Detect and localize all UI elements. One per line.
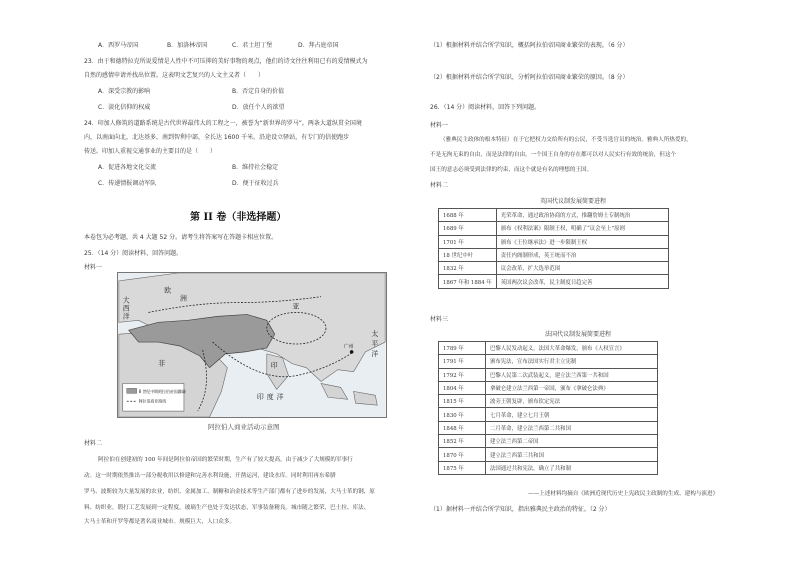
table-france <box>438 341 658 475</box>
table-cell-year: 1689 年 <box>439 222 497 235</box>
map-label-ping: 平 <box>371 339 379 348</box>
table-cell-event: 颁布《权利法案》限制王权，明确了“议会至上”原则 <box>496 222 668 235</box>
map-label-fei: 非 <box>158 359 166 368</box>
material-r3-source: ——上述材料均摘自《欧洲近现代历史上宪政民主政制的生成、建构与演进》 <box>528 491 719 497</box>
material-2-line-5: 大马士革和开罗等都是著名商业城市。规模巨大，人口众多。 <box>84 519 236 525</box>
table-cell-year: 1875 年 <box>439 461 486 474</box>
table-cell-year: 1830 年 <box>439 408 486 421</box>
map-city-guangzhou <box>350 350 354 354</box>
table-cell-event: 颁布宪法，宣布法国实行君主立宪制 <box>486 355 658 368</box>
q22-option-b: B．加洛林帝国 <box>167 42 208 49</box>
map-caption: 阿拉伯人商业活动示意图 <box>208 423 280 431</box>
q24-stem-line-3: 传送。印加人重视交通事业的主要目的是（ ） <box>84 148 217 155</box>
map-label-yin-2: 印 <box>270 361 278 370</box>
table-row <box>439 368 658 381</box>
map-legend-empire: 8 世纪中期阿拉伯帝国疆域 <box>138 388 186 394</box>
map-label-yang-2: 洋 <box>276 393 284 402</box>
table-england <box>438 208 669 289</box>
q22-option-c: C．君士坦丁堡 <box>232 42 273 49</box>
table-cell-event: 建立法兰西第三共和国 <box>486 448 658 461</box>
material-r1-line-2: 不是无拘无束的自由，而是法律的自由。一个国王自身的存在都可以对人民实行有效的统治，但这个 <box>430 152 677 158</box>
arab-trade-map <box>117 272 387 418</box>
table-row <box>439 209 669 222</box>
q26-title: 26．（14 分）阅读材料，回答下列问题。 <box>430 104 541 111</box>
q23-option-d: D．放任个人的欲望 <box>232 104 285 111</box>
q25-sub-2: （2）根据材料并结合所学知识，分析阿拉伯帝国商业繁荣的原因。（8 分） <box>430 74 629 81</box>
table-row <box>439 235 669 248</box>
table-row <box>439 448 658 461</box>
q22-option-d: D．拜占庭帝国 <box>298 42 339 49</box>
material-r1-line-1: （雅典民主政体的根本特征）在于它把权力交给所有的公民，不受当选官员的统治。雅典人所热爱的， <box>440 137 692 143</box>
table-row <box>439 342 658 355</box>
table-cell-event: 波旁王朝复辟，颁布钦定宪法 <box>486 395 658 408</box>
section-2-note: 本卷包为必考题，共 4 大题 52 分。请考生将答案写在答题卡相应位置。 <box>84 234 278 241</box>
map-label-ou: 欧 <box>164 286 172 295</box>
table-cell-year: 1867 年和 1884 年 <box>439 275 497 288</box>
material-2-line-1: 阿拉伯在创建初的 100 年间是阿拉伯帝国的繁荣时期，生产有了较大提高。由于减少了大规模的军事行 <box>98 457 353 463</box>
table-cell-year: 1791 年 <box>439 355 486 368</box>
q24-option-d: D．便于征收过兵 <box>232 180 279 187</box>
material-r2-label: 材料二 <box>430 182 449 189</box>
q25-sub-1: （1）根据材料并结合所学知识，概括阿拉伯帝国商业繁荣的表现。（6 分） <box>430 42 629 49</box>
q23-stem-line-1: 23．由于和德特拉克所说爱情是人性中不可压抑的美好事物的观点，他们的诗文往往利用已有的爱情模式为 <box>84 58 368 65</box>
table-row <box>439 421 658 434</box>
q22-option-a: A．西罗马帝国 <box>98 42 139 49</box>
table-cell-year: 1792 年 <box>439 368 486 381</box>
table-row <box>439 461 658 474</box>
map-label-yang: 洋 <box>122 312 130 321</box>
table-row <box>439 275 669 288</box>
table-cell-event: 二月革命，建立法兰西第二共和国 <box>486 421 658 434</box>
table-cell-year: 1870 年 <box>439 448 486 461</box>
table-cell-year: 1815 年 <box>439 395 486 408</box>
table-england-title: 英国代议制发展简要进程 <box>540 198 607 205</box>
q24-option-c: C．传递情报调动军队 <box>98 180 157 187</box>
map-label-zhou: 洲 <box>180 294 187 303</box>
material-r3-label: 材料三 <box>430 316 449 323</box>
material-2-line-4: 料、纺织业，锻打工艺发展到一定程度，玻璃生产也处于发达状态，军事装备精良。城市随之繁荣，巴士拉、库法、 <box>84 505 370 511</box>
table-cell-year: 1804 年 <box>439 381 486 394</box>
map-label-du: 度 <box>266 393 274 402</box>
table-row <box>439 395 658 408</box>
table-cell-year: 1701 年 <box>439 235 497 248</box>
table-row <box>439 355 658 368</box>
table-row <box>439 381 658 394</box>
table-france-title: 法国代议制发展简要进程 <box>545 331 612 338</box>
table-cell-event: 巴黎人民第二次武装起义，建立法兰西第一共和国 <box>486 368 658 381</box>
table-cell-year: 1848 年 <box>439 421 486 434</box>
material-1-label: 材料一 <box>84 264 103 271</box>
q24-stem-line-1: 24．印加人修筑的道路系统是古代世界最伟大的工程之一，被誉为“新世界的罗马”。两条大道纵贯全国境 <box>84 120 362 127</box>
map-legend <box>123 383 186 411</box>
table-cell-event: 光荣革命，通过政治协商的方式，推翻詹姆士专制统治 <box>496 209 668 222</box>
map-label-tai: 太 <box>371 330 379 339</box>
table-cell-year: 1832 年 <box>439 262 497 275</box>
map-label-xi: 西 <box>122 304 130 313</box>
table-cell-event: 颁布《王位继承法》进一步限制王权 <box>496 235 668 248</box>
table-cell-event: 七月革命，建立七月王朝 <box>486 408 658 421</box>
q23-option-c: C．淡化信仰的权威 <box>98 104 151 111</box>
table-row <box>439 222 669 235</box>
table-cell-event: 法国通过共和宪法，确立了共和制 <box>486 461 658 474</box>
q23-stem-line-2: 自然的感情申请并找出位置。这表明文艺复兴的人文主义者（ ） <box>84 72 265 79</box>
q24-stem-line-2: 内，以南面向北，北达基多，南到智利中部，全长达 1600 千米。沿途设立驿站，有专门的信使跑步 <box>84 134 350 141</box>
map-label-ya: 亚 <box>292 302 300 311</box>
q23-option-b: B．否定自身的价值 <box>232 88 285 95</box>
map-label-da: 大 <box>122 296 130 305</box>
table-row <box>439 408 658 421</box>
table-row <box>439 435 658 448</box>
table-cell-year: 1789 年 <box>439 342 486 355</box>
table-cell-event: 责任内阁制形成，英王统而不治 <box>496 248 668 261</box>
q25-title: 25．（14 分）阅读材料，回答问题。 <box>84 250 183 257</box>
table-cell-year: 1852 年 <box>439 435 486 448</box>
table-cell-year: 18 世纪中叶 <box>439 248 497 261</box>
material-2-line-2: 动。这一时期依然推出一部分税收用以修建和完善水利设施，开凿运河，建设水库。同时利用再东希腊 <box>84 473 336 479</box>
map-label-guangzhou: 广州 <box>343 343 354 350</box>
material-2-line-3: 罗马、波斯较为大量发展的农业，纺织、金属加工、制糖和冶金技术等生产部门都有了进步的发展，大马士革的钢，原 <box>84 489 375 495</box>
table-cell-event: 英国两次议会改革，民主制度日趋完善 <box>496 275 668 288</box>
table-cell-event: 建立法兰西第二帝国 <box>486 435 658 448</box>
table-row <box>439 248 669 261</box>
map-legend-route: 阿拉伯商业路线 <box>138 398 167 404</box>
map-label-yang-3: 洋 <box>371 349 379 358</box>
material-2-label: 材料二 <box>84 440 103 447</box>
material-r1-label: 材料一 <box>430 122 449 129</box>
table-cell-year: 1688 年 <box>439 209 497 222</box>
q24-option-a: A．促进各地文化交流 <box>98 164 157 171</box>
section-2-title: 第 II 卷（非选择题） <box>190 212 287 223</box>
q23-option-a: A．深受宗教的影响 <box>98 88 151 95</box>
table-cell-event: 议会改革，扩大选举范围 <box>496 262 668 275</box>
table-cell-event: 巴黎人民发动起义，法国大革命爆发，颁布《人权宣言》 <box>486 342 658 355</box>
map-label-yin: 印 <box>256 393 264 402</box>
q24-option-b: B．维持社会稳定 <box>232 164 279 171</box>
material-r1-line-3: 国王的意志必须受到法律的约束，而这个就是有名的理想的王国。 <box>430 167 593 173</box>
table-row <box>439 262 669 275</box>
table-cell-event: 拿破仑建立法兰西第一帝国，颁布《拿破仑法典》 <box>486 381 658 394</box>
q26-sub-1: （1）据材料一并结合所学知识，指出雅典民主政治的特征。（2 分） <box>430 506 611 513</box>
